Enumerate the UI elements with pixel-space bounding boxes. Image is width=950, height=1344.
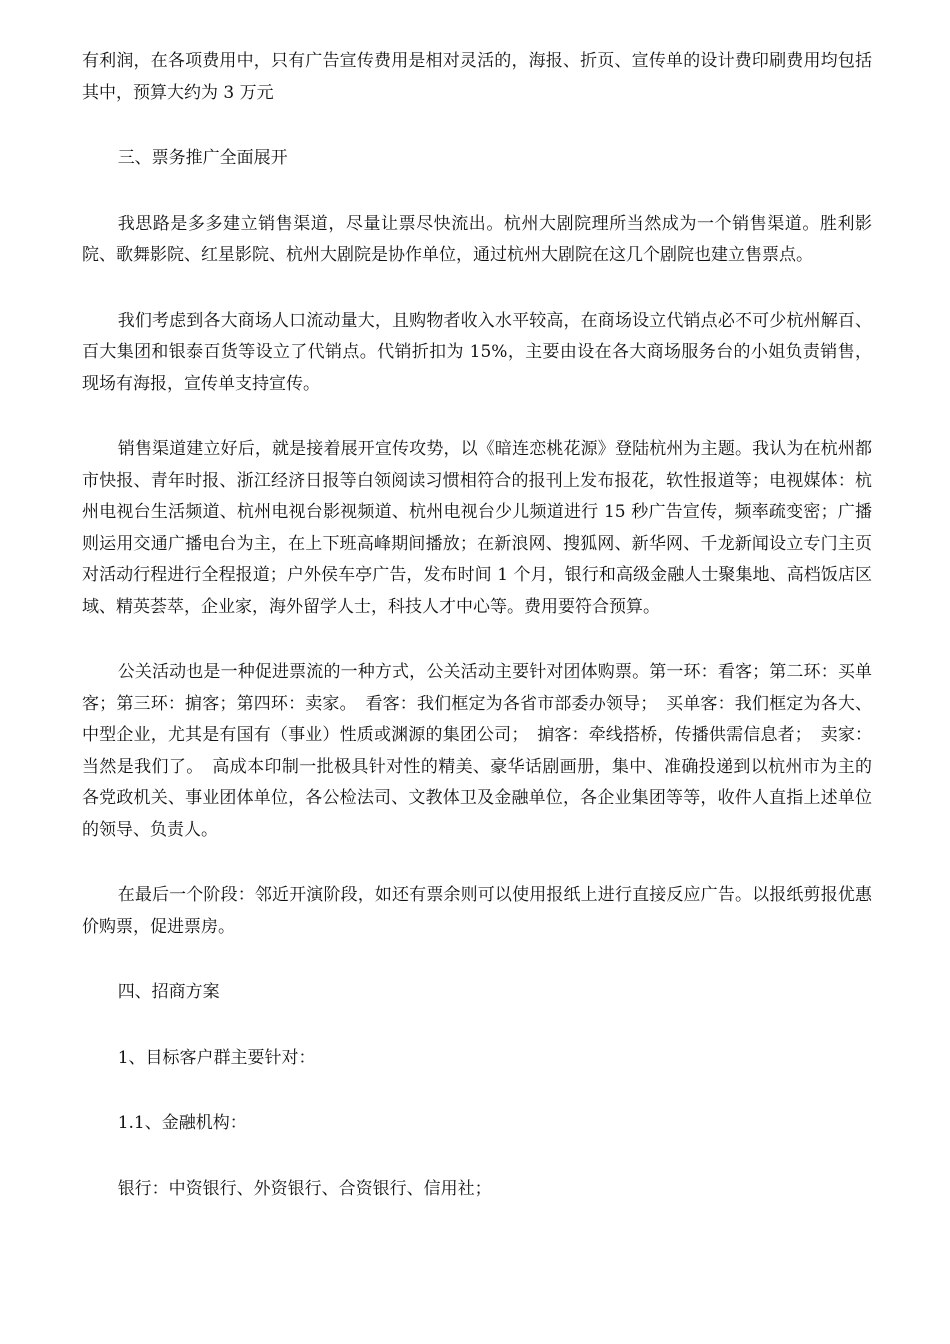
document-body — [82, 46, 872, 1239]
paragraph-mall-outlets: 我们考虑到各大商场人口流动量大，且购物者收入水平较高，在商场设立代销点必不可少杭州解百、百大集团和银泰百货等设立了代销点。代销折扣为 15%，主要由设在各大商场服务台的小姐负责销售，现场有海报，宣传单支持宣传。 — [82, 310, 872, 394]
section-heading-ticket-promotion: 三、票务推广全面展开 — [117, 148, 288, 168]
paragraph-public-relations: 公关活动也是一种促进票流的一种方式，公关活动主要针对团体购票。第一环：看客；第二环：买单客；第三环：掮客；第四环：卖家。 看客：我们框定为各省市部委办领导； 买单客：我们框定为各大、中型企业，尤其是有国有（事业）性质或渊源的集团公司； 掮客：牵线搭桥，传播供需信息者； 卖家：当然是我们了。 高成本印制一批极具针对性的精美、豪华话剧画册，集中、准确投递到以杭州市为主的各党政机关、事业团体单位，各公检法司、文教体卫及金融单位，各企业集团等等，收件人直指上述单位的领导、负责人。 — [82, 662, 872, 840]
section-heading-sponsorship: 四、招商方案 — [117, 982, 220, 1002]
list-item-target-clients: 1、目标客户群主要针对： — [117, 1047, 316, 1068]
paragraph-budget-continuation: 有利润，在各项费用中，只有广告宣传费用是相对灵活的，海报、折页、宣传单的设计费印刷费用均包括其中，预算大约为 3 万元 — [82, 51, 872, 103]
paragraph-sales-channels: 我思路是多多建立销售渠道，尽量让票尽快流出。杭州大剧院理所当然成为一个销售渠道。胜利影院、歌舞影院、红星影院、杭州大剧院是协作单位，通过杭州大剧院在这几个剧院也建立售票点。 — [82, 213, 872, 265]
paragraph-media-campaign: 销售渠道建立好后，就是接着展开宣传攻势，以《暗连恋桃花源》登陆杭州为主题。我认为在杭州都市快报、青年时报、浙江经济日报等白领阅读习惯相符合的报刊上发布报花，软性报道等；电视媒体：杭州电视台生活频道、杭州电视台影视频道、杭州电视台少儿频道进行 15 秒广告宣传，频率疏变密；广播则运用交通广播电台为主，在上下班高峰期间播放；在新浪网、搜狐网、新华网、千龙新闻设立专门主页对活动行程进行全程报道；户外侯车亭广告，发布时间 1 个月，银行和高级金融人士聚集地、高档饭店区域、精英荟萃，企业家，海外留学人士，科技人才中心等。费用要符合预算。 — [82, 439, 872, 617]
list-item-financial-institutions: 1.1、金融机构： — [117, 1113, 247, 1133]
list-item-banks: 银行：中资银行、外资银行、合资银行、信用社； — [117, 1178, 492, 1199]
paragraph-final-stage: 在最后一个阶段：邻近开演阶段，如还有票余则可以使用报纸上进行直接反应广告。以报纸剪报优惠价购票，促进票房。 — [82, 885, 872, 937]
